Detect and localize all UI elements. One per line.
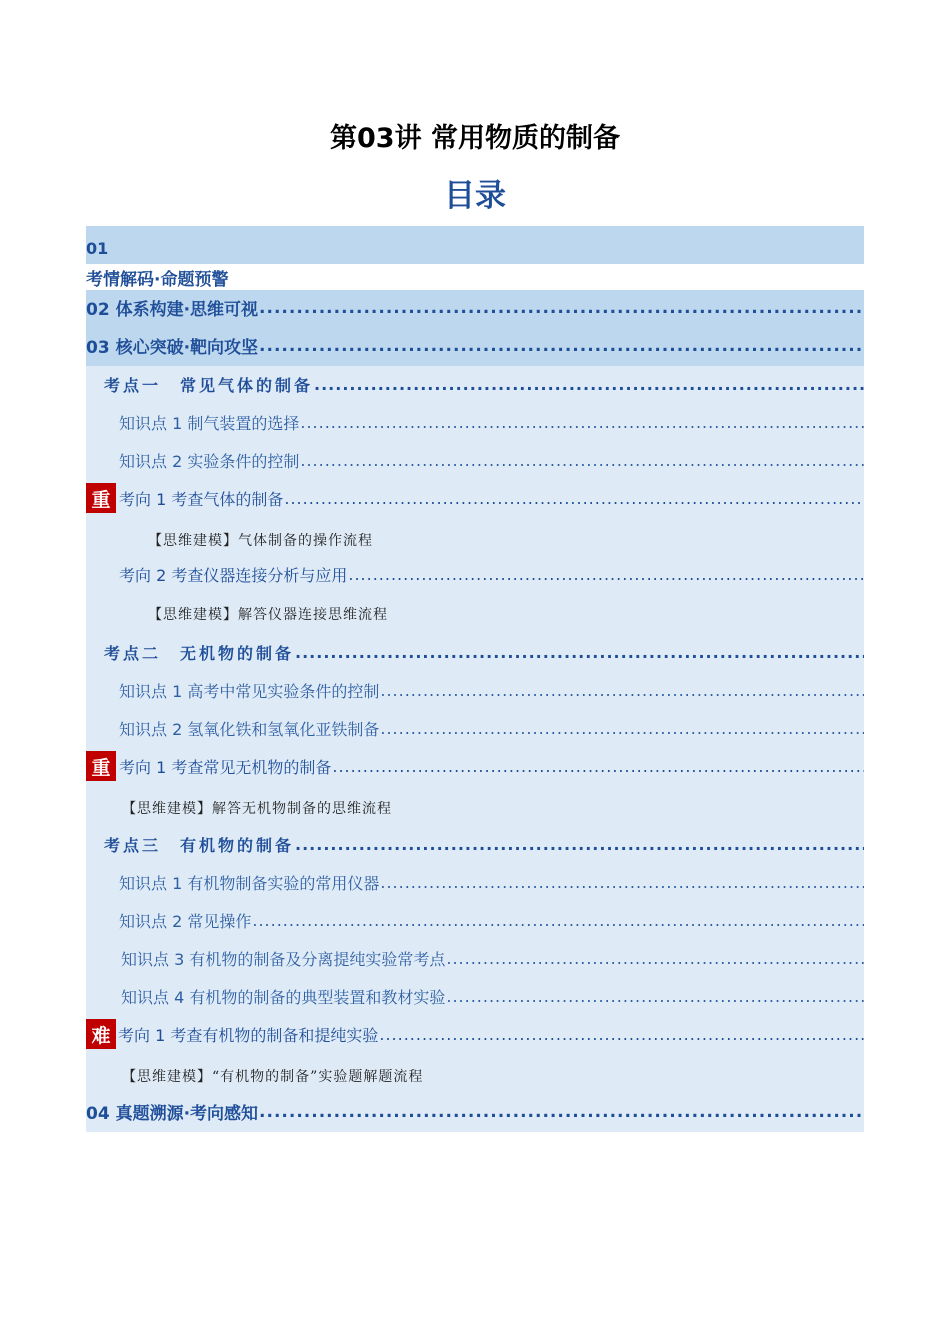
toc-entry-label: 【思维建模】“有机物的制备”实验题解题流程 xyxy=(122,1069,424,1085)
toc-entry-label: 考点三 有机物的制备 xyxy=(104,836,295,855)
toc-leader-dots xyxy=(259,298,864,318)
toc-section-02[interactable] xyxy=(86,290,864,328)
toc-siwei-1-1[interactable] xyxy=(86,518,864,558)
toc-entry-label: 02 体系构建·思维可视 xyxy=(86,300,259,320)
toc-zhishi-3-2[interactable] xyxy=(86,902,864,940)
toc-entry-label: 04 真题溯源·考向感知 xyxy=(86,1104,259,1124)
key-point-badge: 重 xyxy=(86,483,116,513)
toc-kaodian-1[interactable] xyxy=(86,366,864,404)
toc-entry-label: 知识点 2 氢氧化铁和氢氧化亚铁制备 xyxy=(119,720,380,739)
toc-heading: 目录 xyxy=(444,178,506,214)
toc-kaoxiang-3-1[interactable] xyxy=(86,1016,864,1054)
toc-zhishi-3-3[interactable] xyxy=(86,940,864,978)
toc-entry-label: 考向 1 考查气体的制备 xyxy=(119,490,284,509)
toc-section-04[interactable] xyxy=(86,1094,864,1132)
toc-entry-label: 知识点 2 实验条件的控制 xyxy=(119,452,300,471)
toc-zhishi-3-1[interactable] xyxy=(86,864,864,902)
toc-siwei-3-1[interactable] xyxy=(86,1054,864,1094)
toc-zhishi-1-2[interactable] xyxy=(86,442,864,480)
toc-leader-dots xyxy=(300,451,864,470)
toc-entry-label: 03 核心突破·靶向攻坚 xyxy=(86,338,259,358)
toc-siwei-1-2[interactable] xyxy=(86,594,864,632)
toc-entry-label: 01 xyxy=(86,239,109,258)
page-title: 第03讲 常用物质的制备 xyxy=(330,123,620,154)
key-point-badge: 重 xyxy=(86,751,116,781)
toc-leader-dots xyxy=(379,1025,864,1044)
toc-section-01-number[interactable] xyxy=(86,226,864,264)
toc-leader-dots xyxy=(446,987,864,1006)
toc-entry-label: 考点二 无机物的制备 xyxy=(104,644,295,663)
toc-kaoxiang-1-2[interactable] xyxy=(86,558,864,594)
toc-leader-dots xyxy=(380,681,864,700)
toc-leader-dots xyxy=(314,375,864,394)
toc-leader-dots xyxy=(252,911,864,930)
toc-leader-dots xyxy=(259,1102,864,1122)
toc-zhishi-2-2[interactable] xyxy=(86,710,864,748)
toc-leader-dots xyxy=(348,565,864,584)
toc-zhishi-2-1[interactable] xyxy=(86,672,864,710)
difficult-point-badge: 难 xyxy=(86,1019,116,1049)
toc-kaoxiang-2-1[interactable] xyxy=(86,748,864,786)
toc-leader-dots xyxy=(380,719,864,738)
toc-entry-label: 考向 1 考查有机物的制备和提纯实验 xyxy=(118,1026,379,1045)
toc-entry-label: 知识点 1 制气装置的选择 xyxy=(119,414,300,433)
toc-section-03[interactable] xyxy=(86,328,864,366)
toc-leader-dots xyxy=(295,835,864,854)
toc-siwei-2-1[interactable] xyxy=(86,786,864,826)
table-of-contents xyxy=(86,226,864,1132)
toc-entry-label: 知识点 1 有机物制备实验的常用仪器 xyxy=(119,874,380,893)
toc-entry-label: 考向 2 考查仪器连接分析与应用 xyxy=(119,566,348,585)
toc-entry-label: 【思维建模】解答无机物制备的思维流程 xyxy=(122,801,392,817)
toc-leader-dots xyxy=(300,413,864,432)
toc-entry-label: 知识点 3 有机物的制备及分离提纯实验常考点 xyxy=(121,950,446,969)
toc-zhishi-3-4[interactable] xyxy=(86,978,864,1016)
toc-entry-label: 知识点 1 高考中常见实验条件的控制 xyxy=(119,682,380,701)
toc-leader-dots xyxy=(380,873,864,892)
toc-entry-label: 【思维建模】气体制备的操作流程 xyxy=(148,533,373,549)
toc-leader-dots xyxy=(284,489,864,508)
toc-entry-label: 考点一 常见气体的制备 xyxy=(104,376,314,395)
toc-entry-label: 考情解码·命题预警 xyxy=(86,269,229,290)
toc-section-01[interactable] xyxy=(86,264,864,290)
toc-leader-dots xyxy=(259,336,864,356)
toc-entry-label: 知识点 4 有机物的制备的典型装置和教材实验 xyxy=(121,988,446,1007)
toc-kaodian-3[interactable] xyxy=(86,826,864,864)
toc-entry-label: 【思维建模】解答仪器连接思维流程 xyxy=(148,607,388,623)
toc-kaodian-2[interactable] xyxy=(86,632,864,672)
toc-zhishi-1-1[interactable] xyxy=(86,404,864,442)
toc-entry-label: 考向 1 考查常见无机物的制备 xyxy=(119,758,332,777)
toc-entry-label: 知识点 2 常见操作 xyxy=(119,912,252,931)
toc-leader-dots xyxy=(332,757,864,776)
toc-kaoxiang-1-1[interactable] xyxy=(86,480,864,518)
toc-leader-dots xyxy=(446,949,864,968)
toc-leader-dots xyxy=(295,643,864,662)
